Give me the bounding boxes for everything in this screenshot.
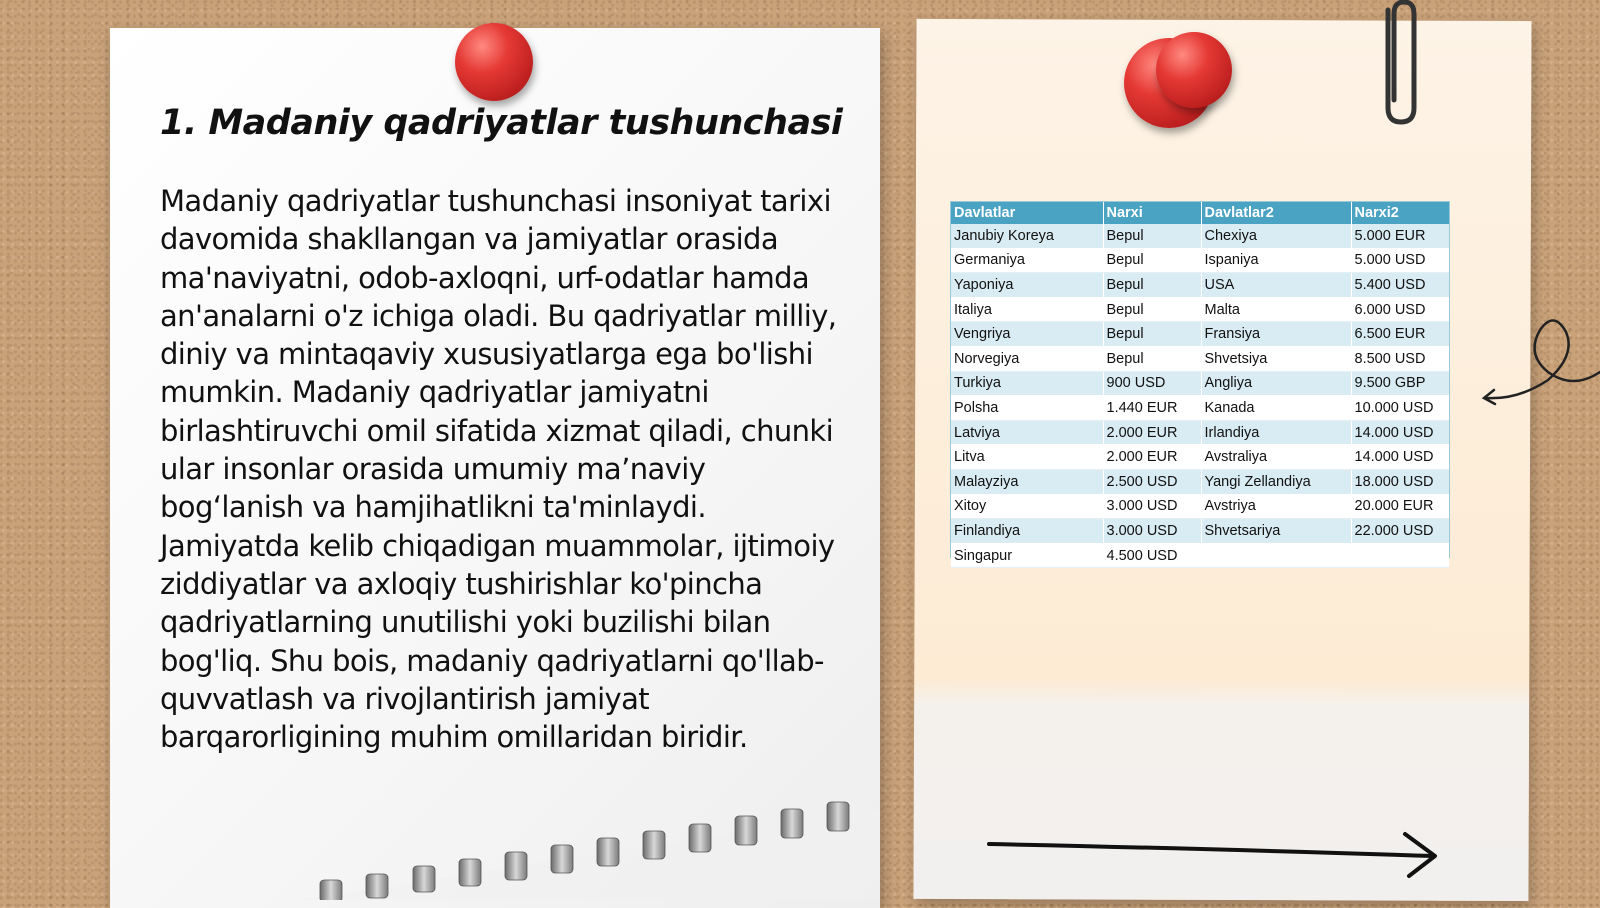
table-cell: 8.500 USD [1351,346,1449,371]
table-cell: 3.000 USD [1103,494,1201,519]
table-cell: 2.000 EUR [1103,445,1201,470]
table-cell [1201,543,1351,568]
table-row [951,371,1449,396]
spiral-binding-icon [300,800,880,900]
table-row [951,469,1449,494]
table-cell: 2.500 USD [1103,469,1201,494]
red-pushpin-icon [455,23,533,101]
table-cell: Latviya [951,420,1103,445]
table-row [951,248,1449,273]
table-cell: Turkiya [951,371,1103,396]
table-cell: Polsha [951,396,1103,421]
arrow-right-icon [985,830,1445,880]
header-davlatlar: Davlatlar [951,202,1103,224]
header-narxi: Narxi [1103,202,1201,224]
table-cell: Avstriya [1201,494,1351,519]
table-cell [1351,543,1449,568]
table-cell: Germaniya [951,248,1103,273]
table-header-row [951,202,1449,224]
table-cell: Shvetsiya [1201,346,1351,371]
table-cell: 5.400 USD [1351,273,1449,298]
red-pushpin-icon [1156,32,1232,108]
table-cell: 2.000 EUR [1103,420,1201,445]
table-cell: 14.000 USD [1351,445,1449,470]
table-cell: 18.000 USD [1351,469,1449,494]
table-cell: 10.000 USD [1351,396,1449,421]
table-cell: 20.000 EUR [1351,494,1449,519]
table-cell: Italiya [951,297,1103,322]
table-cell: Bepul [1103,273,1201,298]
table-row [951,224,1449,248]
table-cell: Bepul [1103,346,1201,371]
price-table [950,201,1450,564]
table-cell: Yaponiya [951,273,1103,298]
table-cell: Avstraliya [1201,445,1351,470]
table-cell: 5.000 EUR [1351,224,1449,248]
table-cell: 14.000 USD [1351,420,1449,445]
table-cell: Litva [951,445,1103,470]
paperclip-icon [1374,0,1424,130]
body-paragraph: Madaniy qadriyatlar tushunchasi insoniyat tarixi davomida shakllangan va jamiyatlar orasida ma'naviyatni, odob-axloqni, urf-odatlar hamda an'analarni o'z ichiga oladi. Bu qadriyatlar milliy, diniy va mintaqaviy xususiyatlarga ega bo'lishi mumkin. Madaniy qadriyatlar jamiyatni birlashtiruvchi omil sifatida xizmat qiladi, chunki ular insonlar orasida umumiy ma’naviy bog‘lanish va hamjihatlikni ta'minlaydi. Jamiyatda kelib chiqadigan muammolar, ijtimoiy ziddiyatlar va axloqiy tushirishlar ko'pincha qadriyatlarning unutilishi yoki buzilishi bilan bog'liq. Shu bois, madaniy qadriyatlarni qo'llab-quvvatlash va rivojlantirish jamiyat barqarorligining muhim omillaridan biridir. [160,184,837,755]
table-cell: Bepul [1103,248,1201,273]
table-cell: USA [1201,273,1351,298]
table-cell: Vengriya [951,322,1103,347]
table-cell: 900 USD [1103,371,1201,396]
table-row [951,494,1449,519]
table-cell: Malta [1201,297,1351,322]
table-cell: Kanada [1201,396,1351,421]
table-cell: Bepul [1103,224,1201,248]
table-row [951,445,1449,470]
table-cell: Fransiya [1201,322,1351,347]
table-row [951,543,1449,568]
table-cell: Shvetsariya [1201,519,1351,544]
slide-title: 1. Madaniy qadriyatlar tushunchasi [160,103,843,143]
table-cell: 1.440 EUR [1103,396,1201,421]
header-davlatlar2: Davlatlar2 [1201,202,1351,224]
table-cell: Singapur [951,543,1103,568]
table-cell: Finlandiya [951,519,1103,544]
table-row [951,273,1449,298]
table-cell: 6.000 USD [1351,297,1449,322]
table-cell: Janubiy Koreya [951,224,1103,248]
header-narxi2: Narxi2 [1351,202,1449,224]
table-cell: Irlandiya [1201,420,1351,445]
table-cell: 3.000 USD [1103,519,1201,544]
table-cell: 4.500 USD [1103,543,1201,568]
table-cell: Ispaniya [1201,248,1351,273]
table-row [951,396,1449,421]
table-cell: Norvegiya [951,346,1103,371]
table-cell: Xitoy [951,494,1103,519]
table-cell: 9.500 GBP [1351,371,1449,396]
table-row [951,420,1449,445]
table-cell: 5.000 USD [1351,248,1449,273]
table-cell: Bepul [1103,322,1201,347]
table-cell: Bepul [1103,297,1201,322]
table-cell: Malayziya [951,469,1103,494]
table-cell: Angliya [1201,371,1351,396]
table-cell: 22.000 USD [1351,519,1449,544]
table-cell: Chexiya [1201,224,1351,248]
table-cell: 6.500 EUR [1351,322,1449,347]
table-row [951,346,1449,371]
table-row [951,519,1449,544]
table-cell: Yangi Zellandiya [1201,469,1351,494]
curl-arrow-icon [1478,310,1600,410]
table-row [951,322,1449,347]
table-row [951,297,1449,322]
